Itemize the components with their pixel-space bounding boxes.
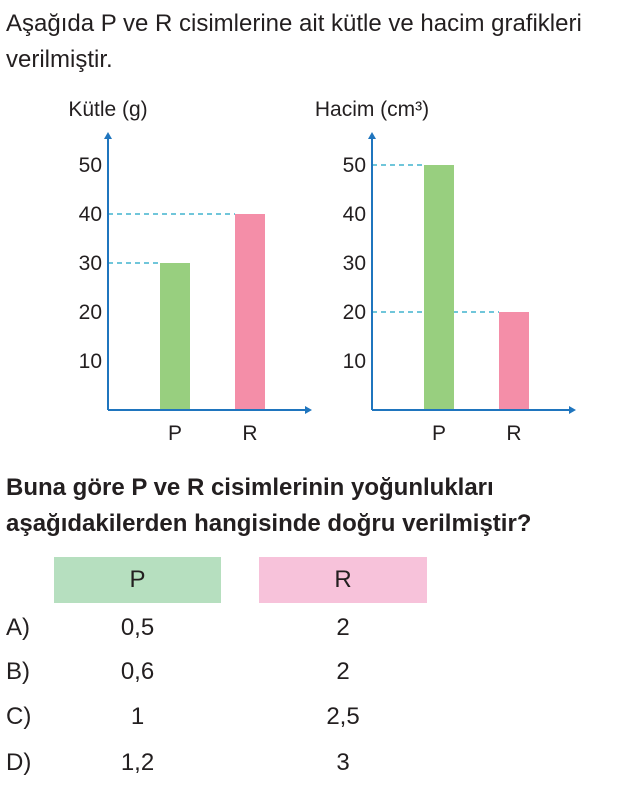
r-value: 3 xyxy=(336,749,350,776)
r-value: 2 xyxy=(336,614,350,641)
bar-p xyxy=(424,165,454,410)
option-row-c[interactable] xyxy=(0,697,636,737)
x-category-label: P xyxy=(167,422,183,445)
y-tick-label: 10 xyxy=(78,350,102,373)
y-tick-label: 30 xyxy=(78,252,102,275)
table-header-p: P xyxy=(54,557,221,603)
bar-p xyxy=(160,263,190,410)
option-row-a[interactable] xyxy=(0,608,636,648)
y-axis-title: Hacim (cm³) xyxy=(314,98,430,121)
y-tick-label: 40 xyxy=(78,203,102,226)
p-value: 0,6 xyxy=(120,658,155,685)
x-category-label: R xyxy=(506,422,522,445)
p-value: 1 xyxy=(130,703,145,730)
p-value: 1,2 xyxy=(120,749,155,776)
option-label: A) xyxy=(6,614,30,641)
y-tick-label: 20 xyxy=(342,301,366,324)
option-label: B) xyxy=(6,658,30,685)
option-label: D) xyxy=(6,749,32,776)
bar-r xyxy=(499,312,529,410)
y-tick-label: 50 xyxy=(342,154,366,177)
option-label: C) xyxy=(6,703,32,730)
option-row-b[interactable] xyxy=(0,652,636,692)
x-category-label: R xyxy=(242,422,258,445)
r-value: 2 xyxy=(336,658,350,685)
y-tick-label: 50 xyxy=(78,154,102,177)
volume-chart xyxy=(314,90,584,450)
mass-chart xyxy=(70,90,320,450)
y-axis-arrow xyxy=(104,132,112,139)
x-axis-arrow xyxy=(569,406,576,414)
option-row-d[interactable] xyxy=(0,743,636,783)
y-tick-label: 20 xyxy=(78,301,102,324)
question-text: Buna göre P ve R cisimlerinin yoğunlukları aşağıdakilerden hangisinde doğru verilmiştir? xyxy=(6,474,532,537)
x-axis-arrow xyxy=(305,406,312,414)
table-header-r: R xyxy=(259,557,427,603)
bar-r xyxy=(235,214,265,410)
intro-text: Aşağıda P ve R cisimlerine ait kütle ve hacim grafikleri verilmiştir. xyxy=(6,10,582,73)
y-tick-label: 40 xyxy=(342,203,366,226)
y-axis-title: Kütle (g) xyxy=(68,98,148,121)
y-tick-label: 10 xyxy=(342,350,366,373)
r-value: 2,5 xyxy=(326,703,360,730)
p-value: 0,5 xyxy=(120,614,155,641)
y-axis-arrow xyxy=(368,132,376,139)
y-tick-label: 30 xyxy=(342,252,366,275)
x-category-label: P xyxy=(431,422,447,445)
